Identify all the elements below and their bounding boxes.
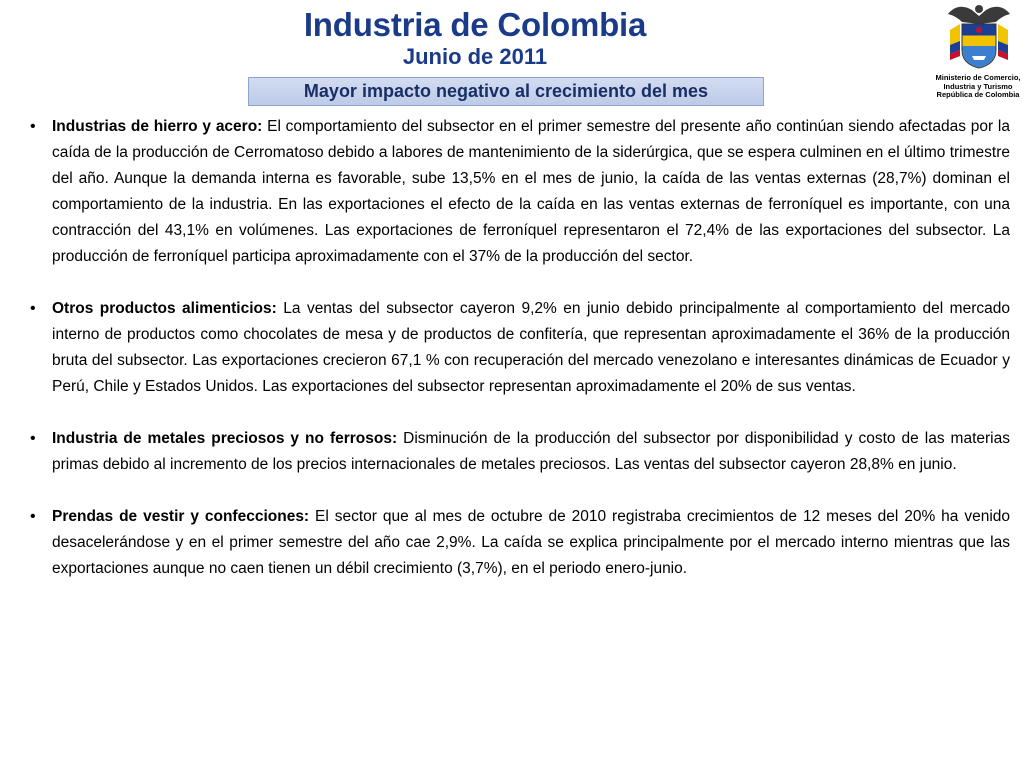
bullet-heading: Otros productos alimenticios: (52, 300, 277, 317)
page-subtitle: Junio de 2011 (402, 44, 548, 69)
bullet-body: Disminución de la producción del subsector por disponibilidad y costo de las materias primas debido al incremento de los precios internacionales de metales preciosos. Las ventas del subsector cayeron 28,8% en junio. (52, 430, 1010, 473)
bullet-marker: • (30, 430, 36, 447)
ministry-line-2: Industria y Turismo (943, 81, 1013, 91)
bullet-body: El sector que al mes de octubre de 2010 registraba crecimientos de 12 meses del 20% ha venido desacelerándose y en el primer semestre del año cae 2,9%. La caída se explica principalmente por el mercado interno mientras que las exportaciones aunque no caen tienen un débil crecimiento (3,7%), en el periodo enero-junio. (52, 508, 1011, 577)
bullet-item-alimenticios (30, 296, 1010, 400)
bullet-body: La ventas del subsector cayeron 9,2% en junio debido principalmente al comportamiento del mercado interno de productos como chocolates de mesa y de productos de confitería, que representan aproximadamente el 36% de la producción bruta del subsector. Las exportaciones crecieron 67,1 % con recuperación del mercado venezolano e interesantes dinámicas de Ecuador y Perú, Chile y Estados Unidos. Las exportaciones del subsector representan aproximadamente el 20% de sus ventas. (52, 300, 1010, 395)
bullet-item-metales (30, 426, 1010, 478)
bullet-marker: • (30, 118, 36, 135)
bullet-list (30, 114, 1010, 608)
bullet-heading: Prendas de vestir y confecciones: (52, 508, 310, 525)
ministry-label (925, 74, 1024, 100)
bullet-heading: Industria de metales preciosos y no ferrosos: (52, 430, 398, 447)
bullet-marker: • (30, 508, 36, 525)
bullet-item-prendas (30, 504, 1010, 582)
bullet-marker: • (30, 300, 36, 317)
bullet-text (52, 114, 1010, 270)
bullet-text (52, 426, 1010, 478)
bullet-item-hierro-acero (30, 114, 1010, 270)
bullet-text (52, 296, 1010, 400)
page-title: Industria de Colombia (303, 6, 647, 43)
ministry-line-3: República de Colombia (936, 90, 1020, 99)
ministry-line-1: Ministerio de Comercio, (935, 73, 1021, 82)
bullet-heading: Industrias de hierro y acero: (52, 118, 263, 135)
coat-of-arms-icon (944, 0, 1014, 72)
bullet-body: El comportamiento del subsector en el primer semestre del presente año continúan siendo afectadas por la caída de la producción de Cerromatoso debido a labores de mantenimiento de la siderúrgica, que se espera culminen en el último trimestre del año. Aunque la demanda interna es favorable, sube 13,5% en el mes de junio, la caída de las ventas externas (28,7%) dominan el comportamiento de la industria. En las exportaciones el efecto de la caída en las ventas externas de ferroníquel es importante, con una contracción del 43,1% en volúmenes. Las exportaciones de ferroníquel representaron el 72,4% de las exportaciones del subsector. La producción de ferroníquel participa aproximadamente con el 37% de la producción del sector. (52, 118, 1010, 265)
section-banner: Mayor impacto negativo al crecimiento del mes (248, 77, 764, 106)
bullet-text (52, 504, 1010, 582)
